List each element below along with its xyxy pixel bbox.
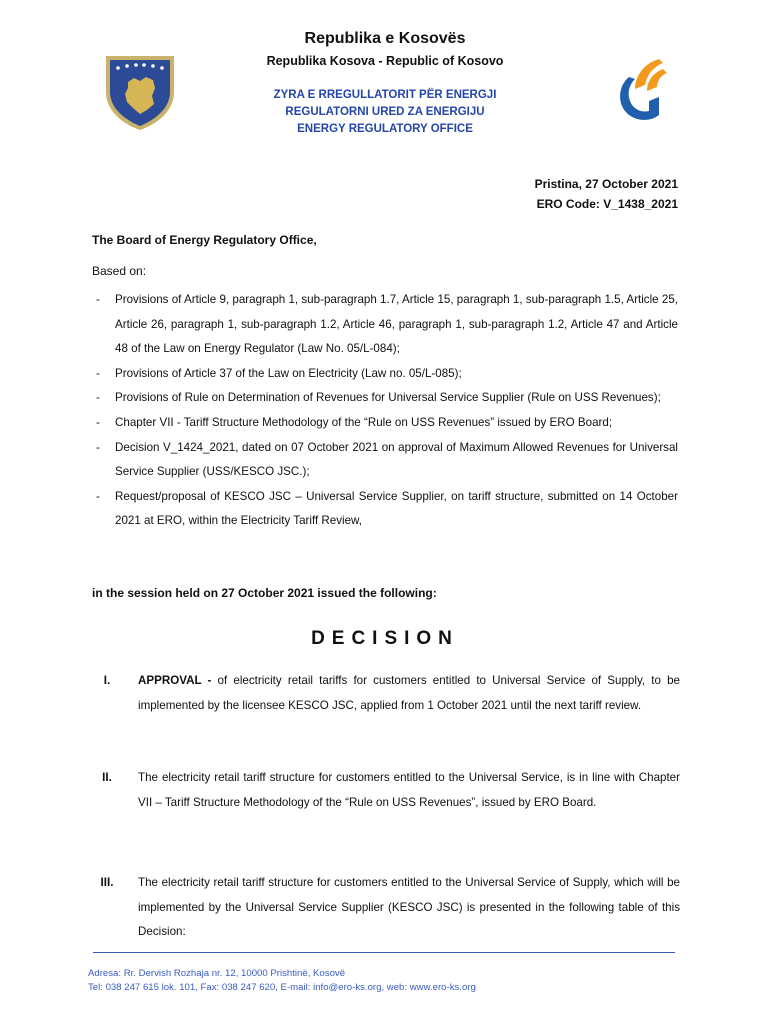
document-date: Pristina, 27 October 2021	[534, 177, 678, 191]
list-item: - Request/proposal of KESCO JSC – Universal Service Supplier, on tariff structure, submitted on 14 October 2021 at ERO, within the Electricity Tariff Review,	[96, 489, 678, 528]
footer-address: Adresa: Rr. Dervish Rozhaja nr. 12, 10000 Prishtinë, Kosovë	[88, 968, 346, 979]
item-text: The electricity retail tariff structure for customers entitled to the Universal Service of Supply, which will be implemented by the Universal Service Supplier (KESCO JSC) is presented in the following table of this Decision:	[138, 876, 680, 939]
session-statement: in the session held on 27 October 2021 issued the following:	[92, 586, 437, 600]
office-name-en: ENERGY REGULATORY OFFICE	[297, 123, 473, 135]
country-subtitle: Republika Kosova - Republic of Kosovo	[266, 54, 504, 68]
board-heading: The Board of Energy Regulatory Office,	[92, 233, 317, 247]
decision-item-3	[92, 871, 680, 945]
office-name-sr: REGULATORNI URED ZA ENERGIJU	[285, 106, 485, 118]
provisions-list	[92, 288, 678, 534]
office-name-sq: ZYRA E RREGULLATORIT PËR ENERGJI	[273, 89, 497, 101]
footer-contact: Tel: 038 247 615 lok. 101, Fax: 038 247 620, E-mail: info@ero-ks.org, web: www.ero-ks.org	[88, 982, 476, 993]
item-text: The electricity retail tariff structure for customers entitled to the Universal Service, is in line with Chapter VII – Tariff Structure Methodology of the “Rule on USS Revenues”, issued by ERO Board.	[138, 771, 680, 809]
item-lead: APPROVAL -	[138, 674, 218, 687]
item-number: I.	[103, 674, 111, 687]
item-text: of electricity retail tariffs for customers entitled to Universal Service of Supply, to be implemented by the licensee KESCO JSC, applied from 1 October 2021 until the next tariff review.	[138, 674, 680, 712]
decision-item-1	[92, 669, 680, 718]
item-number: II.	[102, 771, 112, 784]
based-on-label: Based on:	[92, 264, 147, 278]
list-item: - Chapter VII - Tariff Structure Methodology of the “Rule on USS Revenues” issued by ERO Board;	[96, 415, 613, 429]
list-item: - Provisions of Article 9, paragraph 1, sub-paragraph 1.7, Article 15, paragraph 1, sub-paragraph 1.5, Article 25, Article 26, paragraph 1, sub-paragraph 1.2, Article 46, paragraph 1, sub-paragraph 1.2, Article 47 and Article 48 of the Law on Energy Regulator (Law No. 05/L-084);	[96, 293, 678, 356]
item-number: III.	[100, 876, 114, 889]
document-code: ERO Code: V_1438_2021	[536, 197, 678, 211]
footer-divider	[93, 952, 675, 953]
decision-item-2	[92, 766, 680, 815]
list-item: - Provisions of Article 37 of the Law on Electricity (Law no. 05/L-085);	[96, 366, 462, 380]
decision-title: DECISION	[311, 628, 459, 649]
list-item: - Decision V_1424_2021, dated on 07 October 2021 on approval of Maximum Allowed Revenues for Universal Service Supplier (USS/KESCO JSC.);	[96, 440, 678, 479]
list-item: - Provisions of Rule on Determination of Revenues for Universal Service Supplier (Rule on USS Revenues);	[96, 391, 661, 405]
country-title: Republika e Kosovës	[304, 30, 466, 47]
